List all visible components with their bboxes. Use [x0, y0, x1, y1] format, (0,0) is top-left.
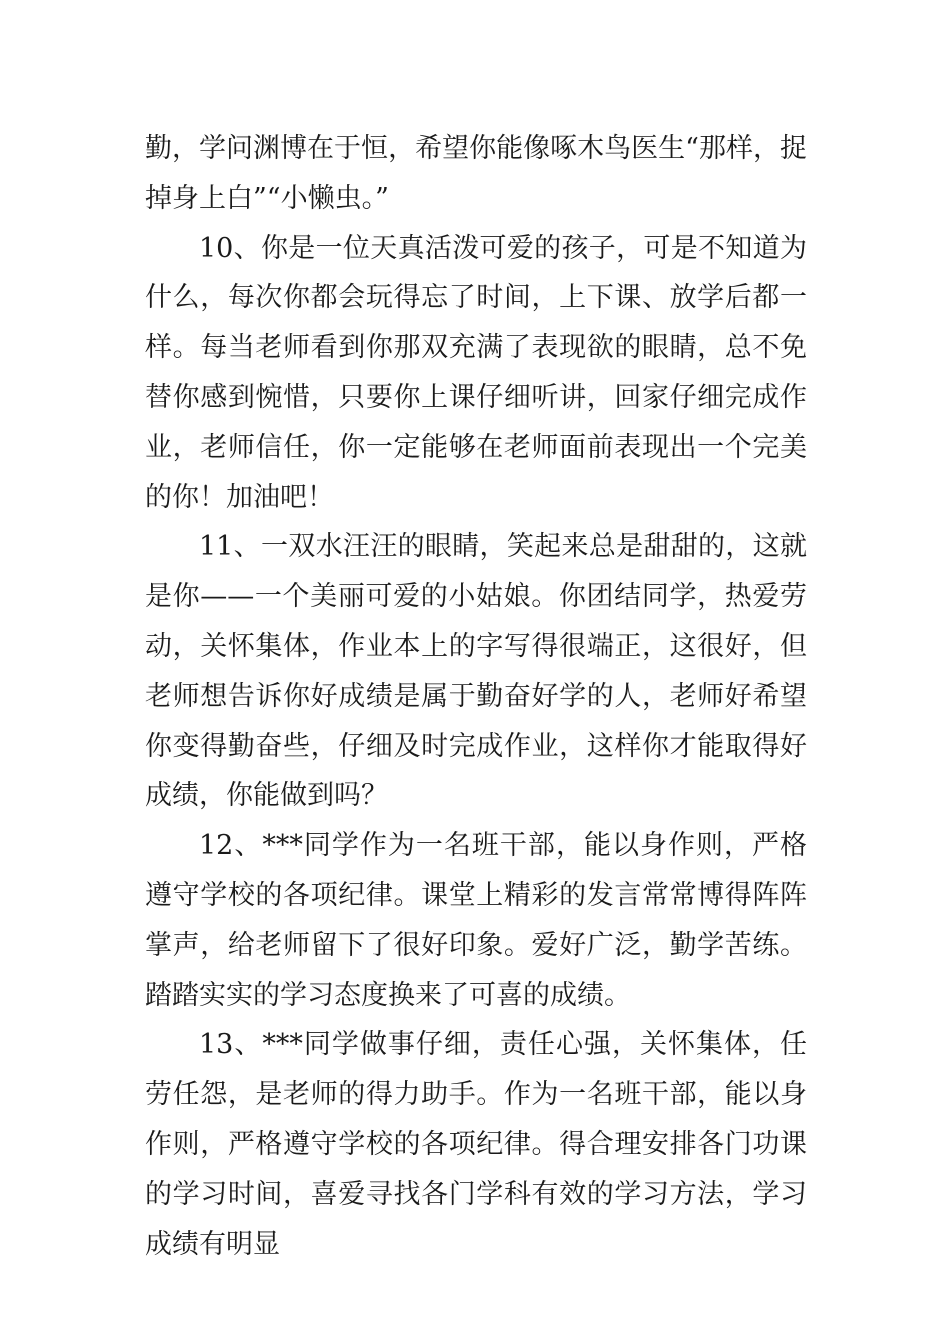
paragraph-comment-12: 12、***同学作为一名班干部，能以身作则，严格遵守学校的各项纪律。课堂上精彩的发言常常博得阵阵掌声，给老师留下了很好印象。爱好广泛，勤学苦练。踏踏实实的学习态度换来了可喜的成绩。 [145, 830, 807, 1011]
paragraph-continuation: 勤，学问渊博在于恒，希望你能像啄木鸟医生“那样，捉掉身上白”“小懒虫。” [145, 133, 807, 214]
document-body [145, 124, 807, 1269]
paragraph-comment-10: 10、你是一位天真活泼可爱的孩子，可是不知道为什么，每次你都会玩得忘了时间，上下课、放学后都一样。每当老师看到你那双充满了表现欲的眼睛，总不免替你感到惋惜，只要你上课仔细听讲，回家仔细完成作业，老师信任，你一定能够在老师面前表现出一个完美的你！加油吧！ [145, 232, 807, 513]
paragraph-comment-11: 11、一双水汪汪的眼睛，笑起来总是甜甜的，这就是你——一个美丽可爱的小姑娘。你团结同学，热爱劳动，关怀集体，作业本上的字写得很端正，这很好，但老师想告诉你好成绩是属于勤奋好学的人，老师好希望你变得勤奋些，仔细及时完成作业，这样你才能取得好成绩，你能做到吗？ [145, 531, 807, 812]
paragraph-comment-13: 13、***同学做事仔细，责任心强，关怀集体，任劳任怨，是老师的得力助手。作为一名班干部，能以身作则，严格遵守学校的各项纪律。得合理安排各门功课的学习时间，喜爱寻找各门学科有效的学习方法，学习成绩有明显 [145, 1029, 807, 1260]
